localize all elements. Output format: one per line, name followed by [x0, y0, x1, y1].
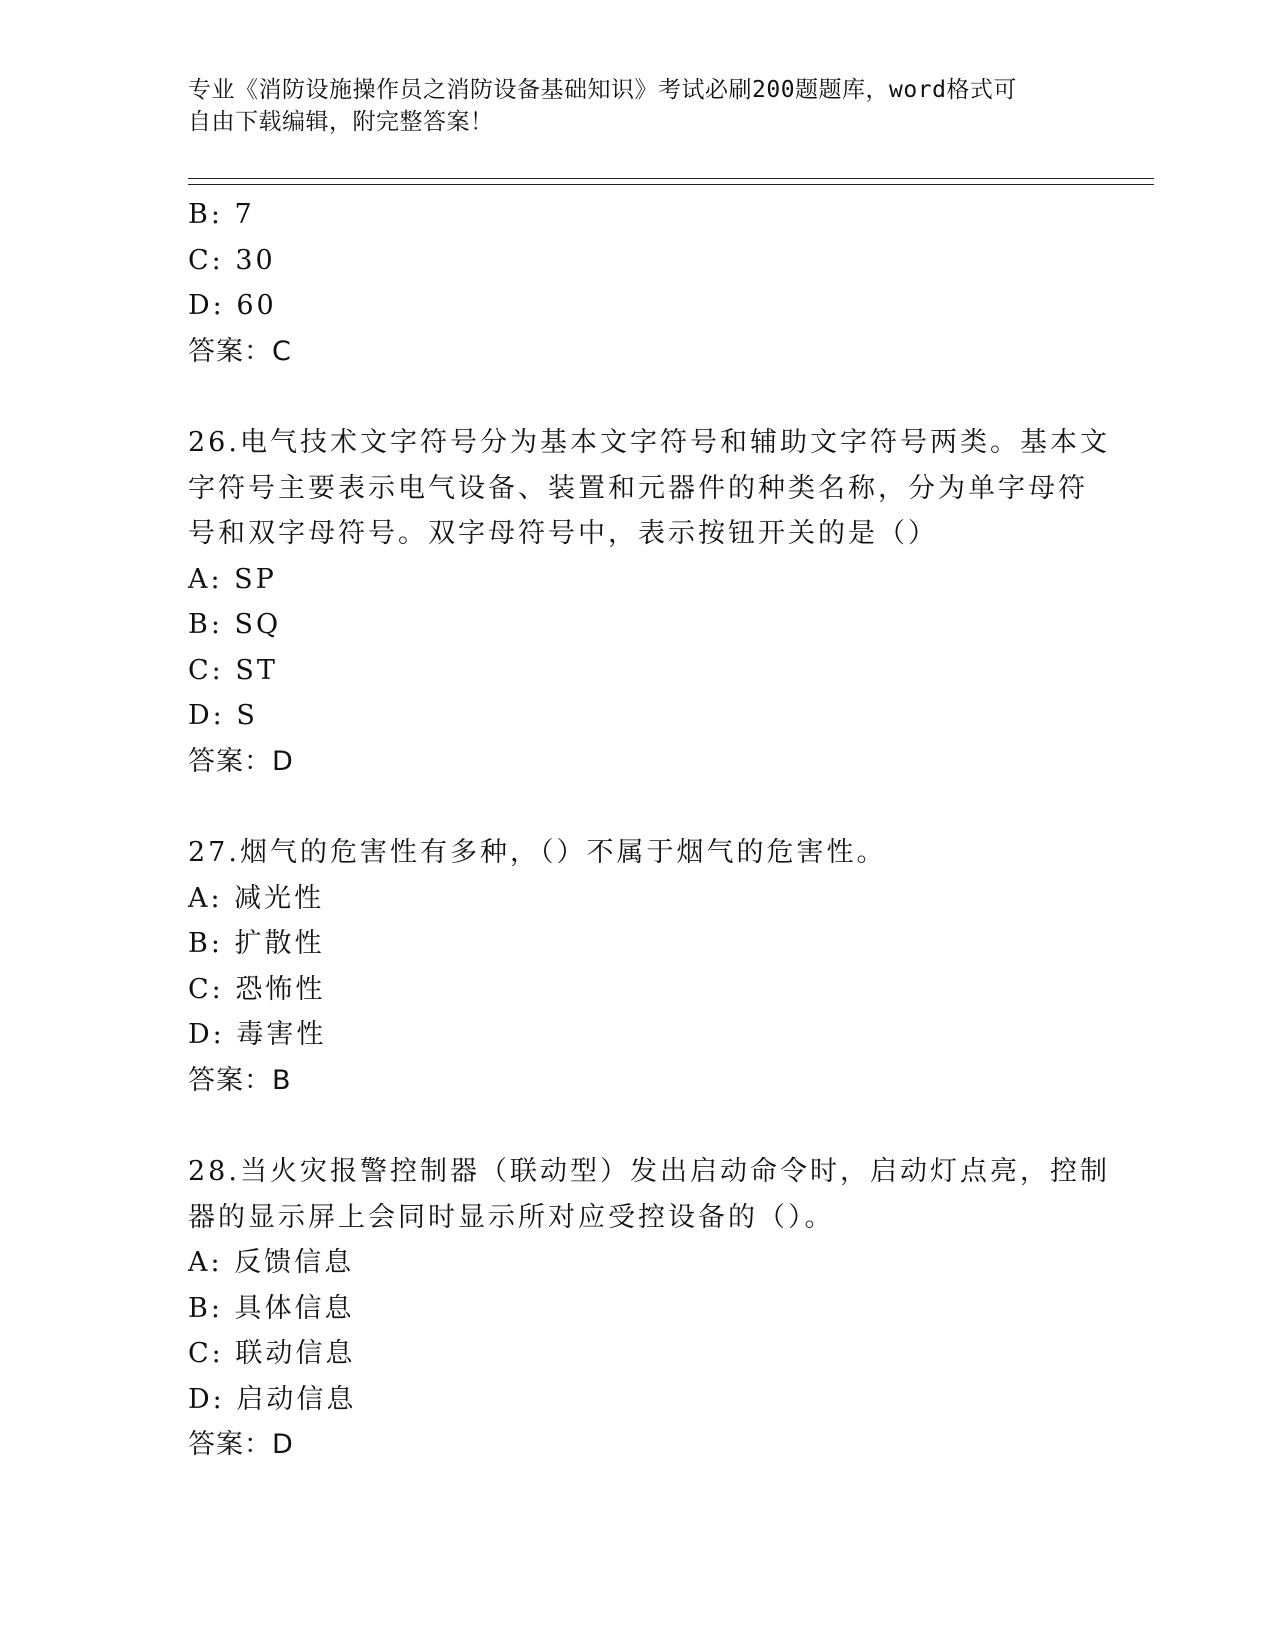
option-a: A: SP — [188, 563, 277, 595]
question-28 — [188, 1149, 1110, 1468]
document-body — [188, 192, 1110, 1468]
question-text-line: 27.烟气的危害性有多种，（）不属于烟气的危害性。 — [188, 837, 887, 868]
option-a: A: 减光性 — [188, 882, 325, 914]
option-c: C: 30 — [188, 244, 276, 276]
option-c: C: 恐怖性 — [188, 973, 326, 1005]
question-text-line: 字符号主要表示电气设备、装置和元器件的种类名称，分为单字母符 — [188, 472, 1088, 504]
option-a: A: 反馈信息 — [188, 1247, 355, 1278]
option-d: D: 60 — [188, 290, 277, 321]
answer: 答案：D — [188, 1429, 294, 1460]
question-25-continued — [188, 192, 1088, 374]
spacer — [188, 374, 1088, 420]
question-text-line: 28.当火灾报警控制器（联动型）发出启动命令时，启动灯点亮，控制 — [188, 1156, 1110, 1187]
answer: 答案：D — [188, 745, 294, 777]
header-line-1: 专业《消防设施操作员之消防设备基础知识》考试必刷200题题库，word格式可 — [188, 77, 1017, 103]
question-text-line: 号和双字母符号。双字母符号中，表示按钮开关的是（） — [188, 518, 938, 549]
option-c: C: 联动信息 — [188, 1338, 356, 1369]
option-d: D: S — [188, 700, 258, 731]
answer: 答案：B — [188, 1064, 292, 1096]
page-header — [188, 74, 1088, 138]
spacer — [188, 784, 1088, 830]
option-d: D: 毒害性 — [188, 1019, 327, 1050]
question-27 — [188, 830, 1088, 1103]
header-divider-top — [188, 178, 1154, 179]
answer: 答案：C — [188, 335, 292, 367]
header-line-2: 自由下载编辑，附完整答案！ — [188, 109, 494, 135]
option-b: B: 具体信息 — [188, 1292, 355, 1324]
option-b: B: 7 — [188, 199, 255, 230]
question-text-line: 26.电气技术文字符号分为基本文字符号和辅助文字符号两类。基本文 — [188, 427, 1110, 458]
spacer — [188, 1103, 1088, 1149]
question-26 — [188, 420, 1110, 784]
option-c: C: ST — [188, 654, 278, 686]
option-b: B: 扩散性 — [188, 928, 325, 959]
option-b: B: SQ — [188, 609, 282, 640]
header-divider-bottom — [188, 184, 1154, 185]
question-text-line: 器的显示屏上会同时显示所对应受控设备的（）。 — [188, 1201, 835, 1233]
option-d: D: 启动信息 — [188, 1383, 357, 1415]
